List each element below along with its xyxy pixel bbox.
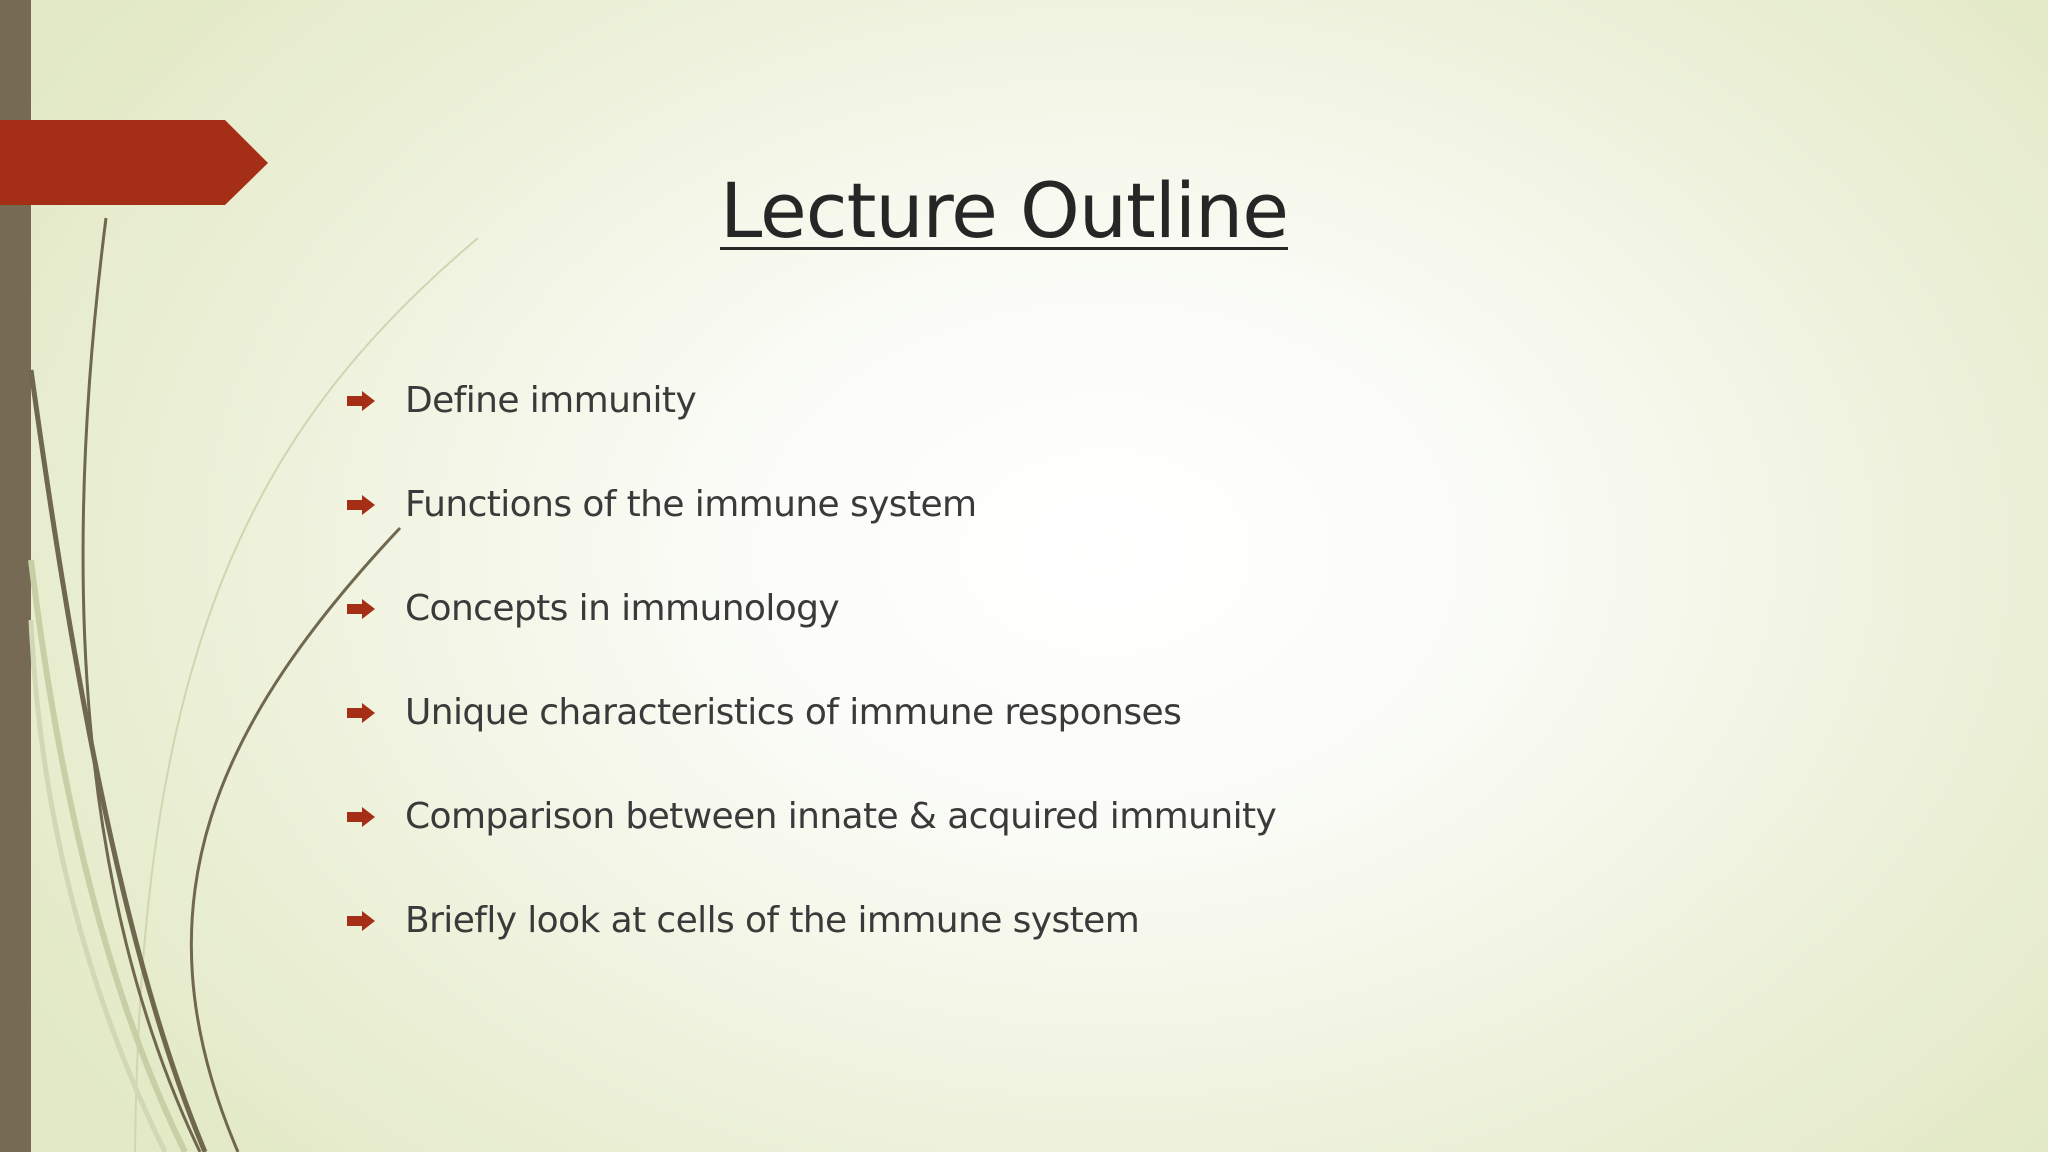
dark-curve xyxy=(83,218,200,1152)
slide-title: Lecture Outline xyxy=(720,166,1288,255)
right-arrow-bullet-icon xyxy=(345,908,377,934)
bullet-item xyxy=(345,578,1276,682)
right-arrow-bullet-icon xyxy=(345,596,377,622)
right-arrow-bullet-icon xyxy=(345,388,377,414)
bullet-item xyxy=(345,890,1276,994)
bullet-text: Concepts in immunology xyxy=(405,588,840,629)
dark-curve xyxy=(31,370,205,1152)
right-arrow-bullet-icon xyxy=(345,804,377,830)
bullet-text: Comparison between innate & acquired immunity xyxy=(405,796,1277,837)
bullet-item xyxy=(345,682,1276,786)
bullet-item xyxy=(345,370,1276,474)
bullet-item xyxy=(345,474,1276,578)
bullet-list xyxy=(345,370,1276,994)
bullet-text: Unique characteristics of immune responses xyxy=(405,692,1182,733)
bullet-text: Functions of the immune system xyxy=(405,484,977,525)
right-arrow-bullet-icon xyxy=(345,700,377,726)
right-arrow-bullet-icon xyxy=(345,492,377,518)
bullet-text: Briefly look at cells of the immune system xyxy=(405,900,1140,941)
bullet-text: Define immunity xyxy=(405,380,697,421)
bullet-item xyxy=(345,786,1276,890)
